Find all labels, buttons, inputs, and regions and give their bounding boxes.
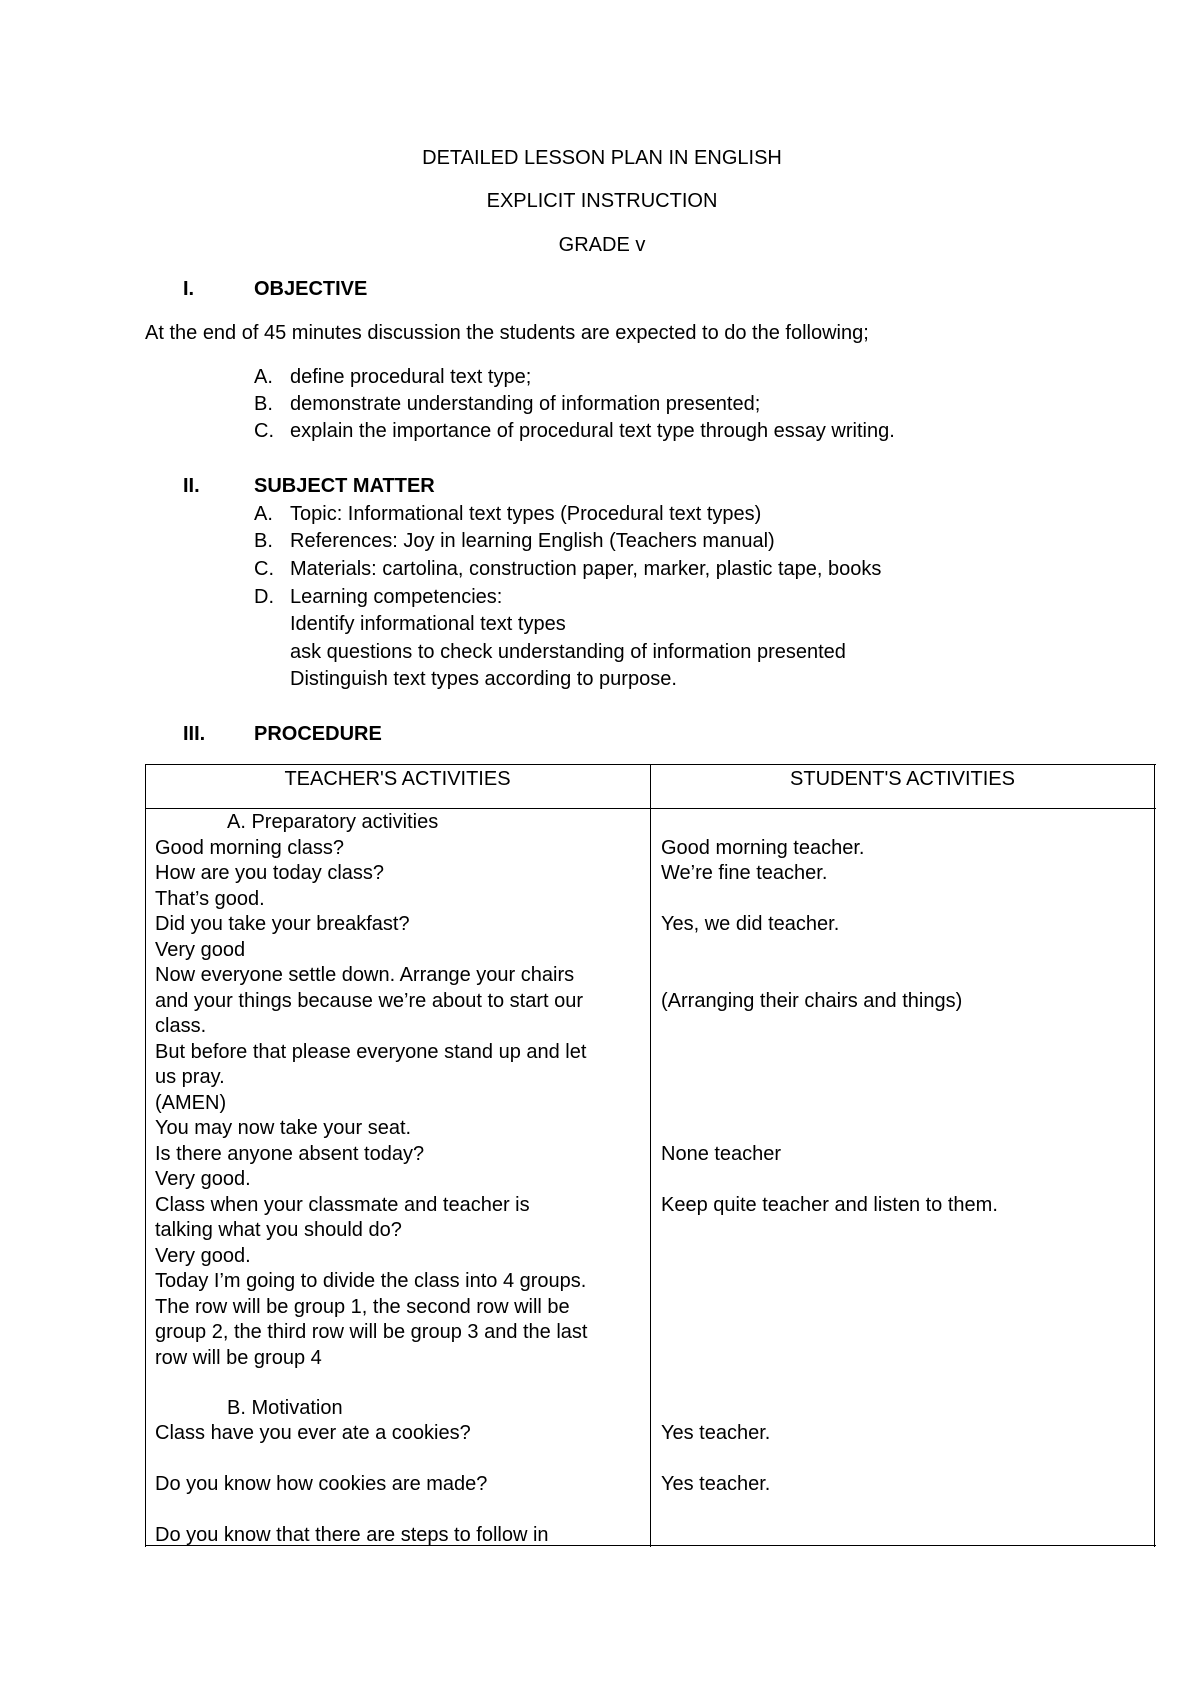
list-text: Learning competencies: xyxy=(290,586,503,608)
teacher-line: Is there anyone absent today? xyxy=(155,1143,425,1165)
student-line: Yes, we did teacher. xyxy=(661,913,840,935)
table-border-left xyxy=(145,764,146,1547)
motivation-heading: B. Motivation xyxy=(227,1397,343,1419)
competency-item: Identify informational text types xyxy=(290,613,566,635)
teacher-line: Now everyone settle down. Arrange your chairs xyxy=(155,964,575,986)
subject-matter-item xyxy=(254,502,761,526)
list-letter: B. xyxy=(254,530,273,552)
teacher-line: Very good. xyxy=(155,1168,251,1190)
student-line: We’re fine teacher. xyxy=(661,862,828,884)
student-line: Yes teacher. xyxy=(661,1422,771,1444)
list-text: Topic: Informational text types (Procedural text types) xyxy=(290,503,762,525)
teacher-line: Class have you ever ate a cookies? xyxy=(155,1422,471,1444)
teacher-line: That’s good. xyxy=(155,888,265,910)
objective-item xyxy=(254,365,531,389)
objective-item xyxy=(254,419,895,443)
teacher-line: class. xyxy=(155,1015,207,1037)
objective-number: I. xyxy=(183,278,195,300)
preparatory-activities-heading: A. Preparatory activities xyxy=(227,811,439,833)
grade-level: GRADE v xyxy=(558,234,646,256)
document-subtitle: EXPLICIT INSTRUCTION xyxy=(486,190,718,212)
objective-intro: At the end of 45 minutes discussion the students are expected to do the following; xyxy=(145,322,869,344)
subject-matter-item xyxy=(254,529,775,553)
table-column-divider xyxy=(650,764,651,1547)
subject-matter-item xyxy=(254,585,502,609)
list-text: explain the importance of procedural text type through essay writing. xyxy=(290,420,895,442)
list-text: References: Joy in learning English (Teachers manual) xyxy=(290,530,775,552)
teacher-line: Did you take your breakfast? xyxy=(155,913,410,935)
teacher-line: talking what you should do? xyxy=(155,1219,402,1241)
teacher-line: group 2, the third row will be group 3 and the last xyxy=(155,1321,588,1343)
procedure-number: III. xyxy=(183,723,206,745)
competency-item: Distinguish text types according to purpose. xyxy=(290,668,677,690)
competency-item: ask questions to check understanding of information presented xyxy=(290,641,846,663)
objective-item xyxy=(254,392,760,416)
teacher-line: Very good xyxy=(155,939,246,961)
teacher-line: How are you today class? xyxy=(155,862,385,884)
teacher-line: Do you know that there are steps to follow in xyxy=(155,1524,549,1546)
list-letter: C. xyxy=(254,420,274,442)
list-letter: D. xyxy=(254,586,274,608)
document-title: DETAILED LESSON PLAN IN ENGLISH xyxy=(422,147,782,169)
list-text: demonstrate understanding of information presented; xyxy=(290,393,761,415)
student-line: None teacher xyxy=(661,1143,782,1165)
teacher-line: But before that please everyone stand up and let xyxy=(155,1041,587,1063)
student-activities-header: STUDENT'S ACTIVITIES xyxy=(790,768,1015,790)
teacher-activities-header: TEACHER'S ACTIVITIES xyxy=(284,768,511,790)
student-line: Yes teacher. xyxy=(661,1473,771,1495)
list-text: define procedural text type; xyxy=(290,366,532,388)
subject-matter-number: II. xyxy=(183,475,200,497)
list-letter: C. xyxy=(254,558,274,580)
student-line: Keep quite teacher and listen to them. xyxy=(661,1194,998,1216)
list-letter: A. xyxy=(254,366,273,388)
teacher-line: Class when your classmate and teacher is xyxy=(155,1194,530,1216)
teacher-line: row will be group 4 xyxy=(155,1347,322,1369)
teacher-line: Very good. xyxy=(155,1245,251,1267)
activities-table xyxy=(145,764,1156,1547)
subject-matter-heading: SUBJECT MATTER xyxy=(254,475,435,497)
subject-matter-item xyxy=(254,557,881,581)
objective-heading: OBJECTIVE xyxy=(254,278,368,300)
teacher-line: and your things because we’re about to start our xyxy=(155,990,584,1012)
teacher-line: You may now take your seat. xyxy=(155,1117,412,1139)
teacher-line: Good morning class? xyxy=(155,837,344,859)
procedure-heading: PROCEDURE xyxy=(254,723,382,745)
list-letter: B. xyxy=(254,393,273,415)
student-line: Good morning teacher. xyxy=(661,837,865,859)
table-border-right xyxy=(1154,764,1155,1547)
list-letter: A. xyxy=(254,503,273,525)
teacher-line: The row will be group 1, the second row will be xyxy=(155,1296,570,1318)
list-text: Materials: cartolina, construction paper, marker, plastic tape, books xyxy=(290,558,882,580)
teacher-line: Today I’m going to divide the class into 4 groups. xyxy=(155,1270,587,1292)
teacher-line: Do you know how cookies are made? xyxy=(155,1473,488,1495)
teacher-line: (AMEN) xyxy=(155,1092,227,1114)
teacher-line: us pray. xyxy=(155,1066,225,1088)
student-line: (Arranging their chairs and things) xyxy=(661,990,963,1012)
